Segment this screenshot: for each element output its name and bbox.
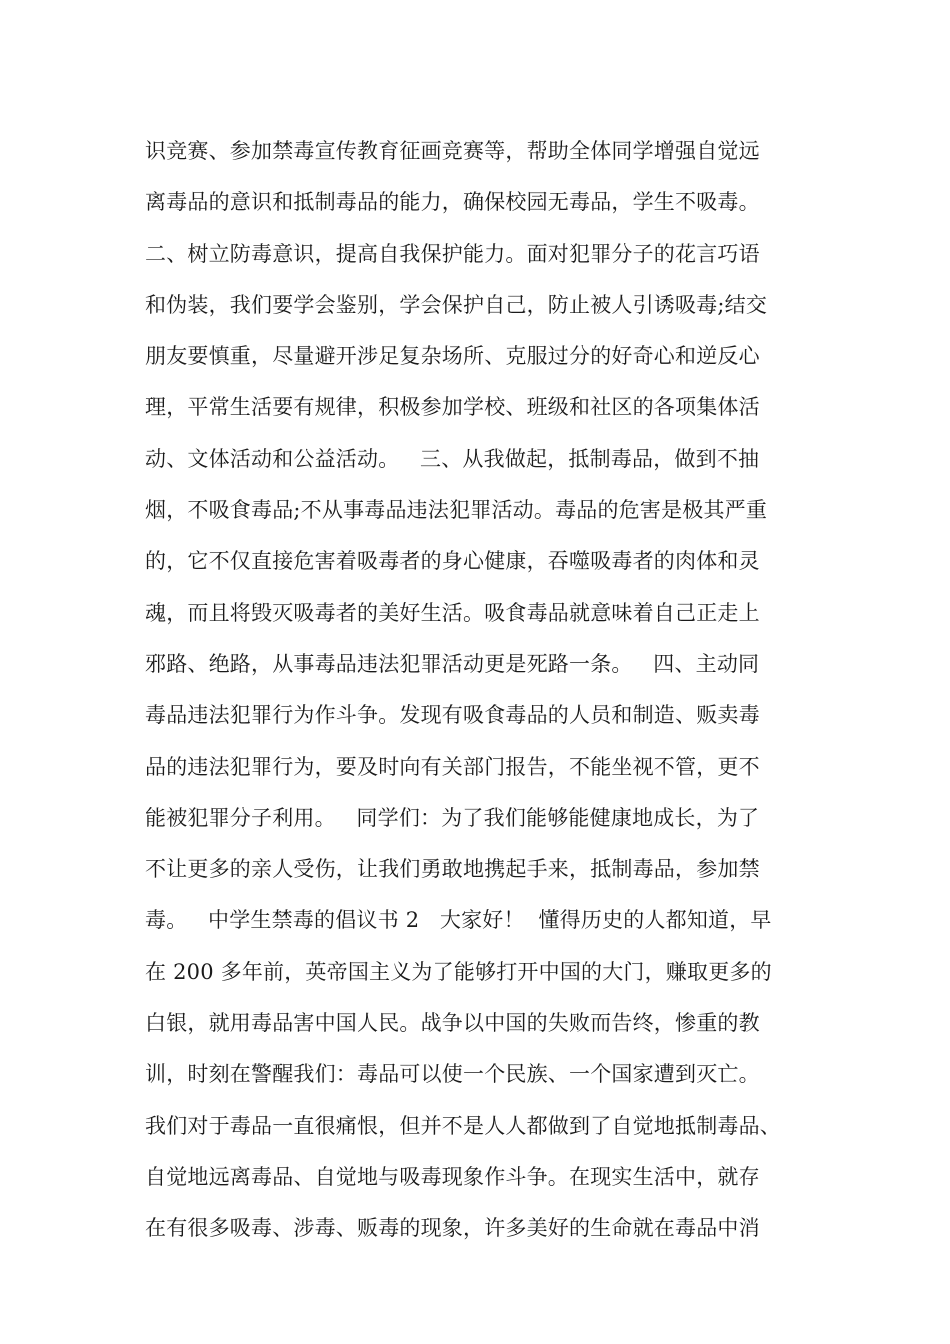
- text-line: 离毒品的意识和抵制毒品的能力，确保校园无毒品，学生不吸毒。: [145, 190, 760, 215]
- text-line: 理，平常生活要有规律，积极参加学校、班级和社区的各项集体活: [145, 395, 760, 420]
- text-line: 白银，就用毒品害中国人民。战争以中国的失败而告终，惨重的教: [145, 1011, 760, 1036]
- text-line: 能被犯罪分子利用。 同学们：为了我们能够能健康地成长，为了: [145, 805, 760, 830]
- text-line: 在 200 多年前，英帝国主义为了能够打开中国的大门，赚取更多的: [145, 959, 772, 984]
- body-text: [145, 126, 825, 1255]
- text-line: 魂，而且将毁灭吸毒者的美好生活。吸食毒品就意味着自己正走上: [145, 600, 760, 625]
- text-line: 识竞赛、参加禁毒宣传教育征画竞赛等，帮助全体同学增强自觉远: [145, 139, 760, 163]
- text-line: 毒。 中学生禁毒的倡议书 2 大家好！ 懂得历史的人都知道，早: [145, 908, 772, 933]
- text-line: 我们对于毒品一直很痛恨，但并不是人人都做到了自觉地抵制毒品、: [145, 1113, 781, 1138]
- text-line: 在有很多吸毒、涉毒、贩毒的现象，许多美好的生命就在毒品中消: [145, 1216, 760, 1241]
- text-line: 的，它不仅直接危害着吸毒者的身心健康，吞噬吸毒者的肉体和灵: [145, 549, 760, 574]
- text-line: 训，时刻在警醒我们：毒品可以使一个民族、一个国家遭到灭亡。: [145, 1062, 760, 1087]
- text-line: 朋友要慎重，尽量避开涉足复杂场所、克服过分的好奇心和逆反心: [145, 344, 760, 369]
- text-line: 邪路、绝路，从事毒品违法犯罪活动更是死路一条。 四、主动同: [145, 651, 760, 676]
- text-line: 毒品违法犯罪行为作斗争。发现有吸食毒品的人员和制造、贩卖毒: [145, 703, 760, 728]
- text-line: 和伪装，我们要学会鉴别，学会保护自己，防止被人引诱吸毒;结交: [145, 292, 768, 317]
- text-line: 不让更多的亲人受伤，让我们勇敢地携起手来，抵制毒品，参加禁: [145, 857, 760, 882]
- text-line: 动、文体活动和公益活动。 三、从我做起，抵制毒品，做到不抽: [145, 446, 760, 471]
- text-line: 品的违法犯罪行为，要及时向有关部门报告，不能坐视不管，更不: [145, 754, 760, 779]
- text-line: 二、树立防毒意识，提高自我保护能力。面对犯罪分子的花言巧语: [145, 241, 760, 266]
- text-line: 自觉地远离毒品、自觉地与吸毒现象作斗争。在现实生活中，就存: [145, 1164, 760, 1189]
- text-line: 烟，不吸食毒品;不从事毒品违法犯罪活动。毒品的危害是极其严重: [145, 498, 768, 523]
